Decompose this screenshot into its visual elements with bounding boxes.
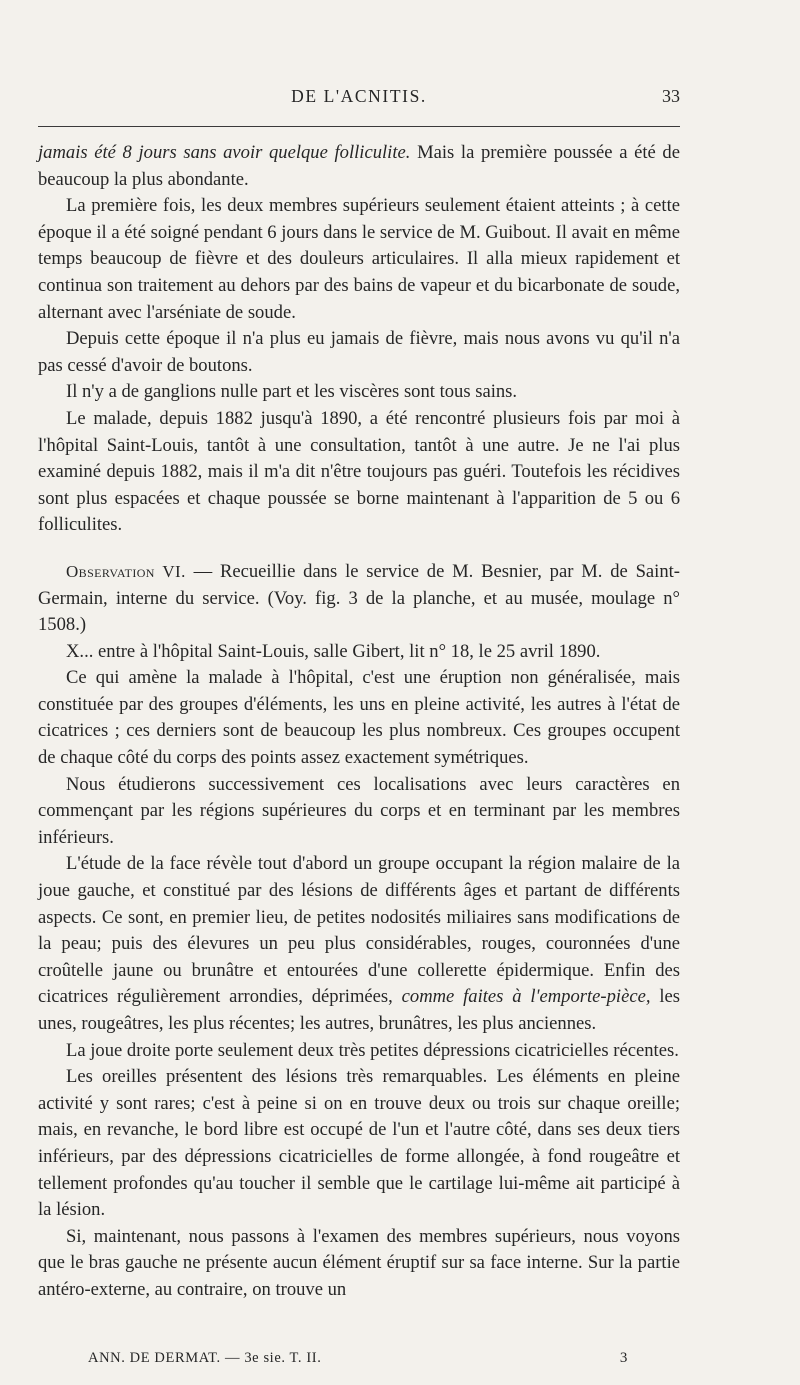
page-footer bbox=[88, 1350, 628, 1367]
italic-phrase: jamais été 8 jours sans avoir quelque folliculite. bbox=[38, 142, 411, 163]
body-text bbox=[38, 140, 680, 1304]
running-title: DE L'ACNITIS. bbox=[291, 86, 427, 106]
observation-label: Observation VI. bbox=[66, 561, 186, 581]
paragraph: Le malade, depuis 1882 jusqu'à 1890, a été rencontré plusieurs fois par moi à l'hôpital Saint-Louis, tantôt à une consultation, tantôt à une autre. Je ne l'ai plus examiné depuis 1882, mais il m'a dit n'être toujours pas guéri. Toutefois les récidives sont plus espacées et chaque poussée se borne maintenant à l'apparition de 5 ou 6 folliculites. bbox=[38, 407, 680, 536]
paragraph: Depuis cette époque il n'a plus eu jamais de fièvre, mais nous avons vu qu'il n'a pas cessé d'avoir de boutons. bbox=[38, 328, 680, 376]
signature-number: 3 bbox=[619, 1350, 628, 1366]
paragraph: Ce qui amène la malade à l'hôpital, c'est une éruption non généralisée, mais constituée par des groupes d'éléments, les uns en pleine activité, les autres à l'état de cicatrices ; ces derniers sont de beaucoup les plus nombreux. Ces groupes occupent de chaque côté du corps des points assez exactement symétriques. bbox=[38, 667, 680, 769]
paragraph: La première fois, les deux membres supérieurs seulement étaient atteints ; à cette époque il a été soigné pendant 6 jours dans le service de M. Guibout. Il avait en même temps beaucoup de fièvre et des douleurs articulaires. Il alla mieux rapidement et continua son traitement au dehors par des bains de vapeur et du bicarbonate de soude, alternant avec l'arséniate de soude. bbox=[38, 195, 680, 323]
page-number: 33 bbox=[662, 86, 680, 106]
signature-label: ANN. DE DERMAT. — 3e sie. T. II. bbox=[88, 1350, 322, 1366]
page-header bbox=[38, 86, 680, 112]
paragraph: X... entre à l'hôpital Saint-Louis, salle Gibert, lit n° 18, le 25 avril 1890. bbox=[66, 640, 601, 662]
italic-phrase: comme faites à l'emporte-pièce, bbox=[401, 986, 651, 1008]
observation-description: — Recueillie dans le service de M. Besnier, par M. de Saint-Germain, interne du service. (Voy. fig. 3 de la planche, et au musée, moulage n° 1508.) bbox=[38, 560, 681, 636]
paragraph-text: Mais la première poussée a été de beaucoup la plus abondante. bbox=[38, 142, 680, 190]
paragraph: Si, maintenant, nous passons à l'examen des membres supérieurs, nous voyons que le bras gauche ne présente aucun élément éruptif sur sa face interne. Sur la partie antéro-externe, au contraire, on trouve un bbox=[38, 1225, 680, 1300]
paragraph-text: L'étude de la face révèle tout d'abord un groupe occupant la région malaire de la joue gauche, et constitué par des lésions de différents âges et partant de différents aspects. Ce sont, en premier lieu, de petites nodosités miliaires sans modifications de la peau; puis des élevures un peu plus considérables, rouges, couronnées d'une croûtelle jaune ou brunâtre et entourées d'une collerette épidermique. Enfin des cicatrices régulièrement arrondies, déprimées, bbox=[38, 853, 680, 1008]
paragraph: Nous étudierons successivement ces localisations avec leurs caractères en commençant par les régions supérieures du corps et en terminant par les membres inférieurs. bbox=[38, 773, 680, 848]
header-rule bbox=[38, 126, 680, 127]
paragraph-continued bbox=[38, 140, 680, 193]
paragraph: Les oreilles présentent des lésions très remarquables. Les éléments en pleine activité y sont rares; c'est à peine si on en trouve deux ou trois sur chaque oreille; mais, en revanche, le bord libre est occupé de l'un et l'autre côté, dans ses deux tiers inférieurs, par des dépressions cicatricielles de forme allongée, à fond rougeâtre et tellement profondes qu'au toucher il semble que le cartilage lui-même ait participé à la lésion. bbox=[38, 1066, 680, 1221]
paragraph: Il n'y a de ganglions nulle part et les viscères sont tous sains. bbox=[66, 381, 518, 403]
paragraph bbox=[38, 851, 680, 1037]
paragraph-text: les unes, rougeâtres, les plus récentes; les autres, brunâtres, les plus anciennes. bbox=[38, 986, 680, 1034]
observation-heading bbox=[38, 559, 680, 639]
paragraph: La joue droite porte seulement deux très petites dépressions cicatricielles récentes. bbox=[66, 1039, 679, 1061]
